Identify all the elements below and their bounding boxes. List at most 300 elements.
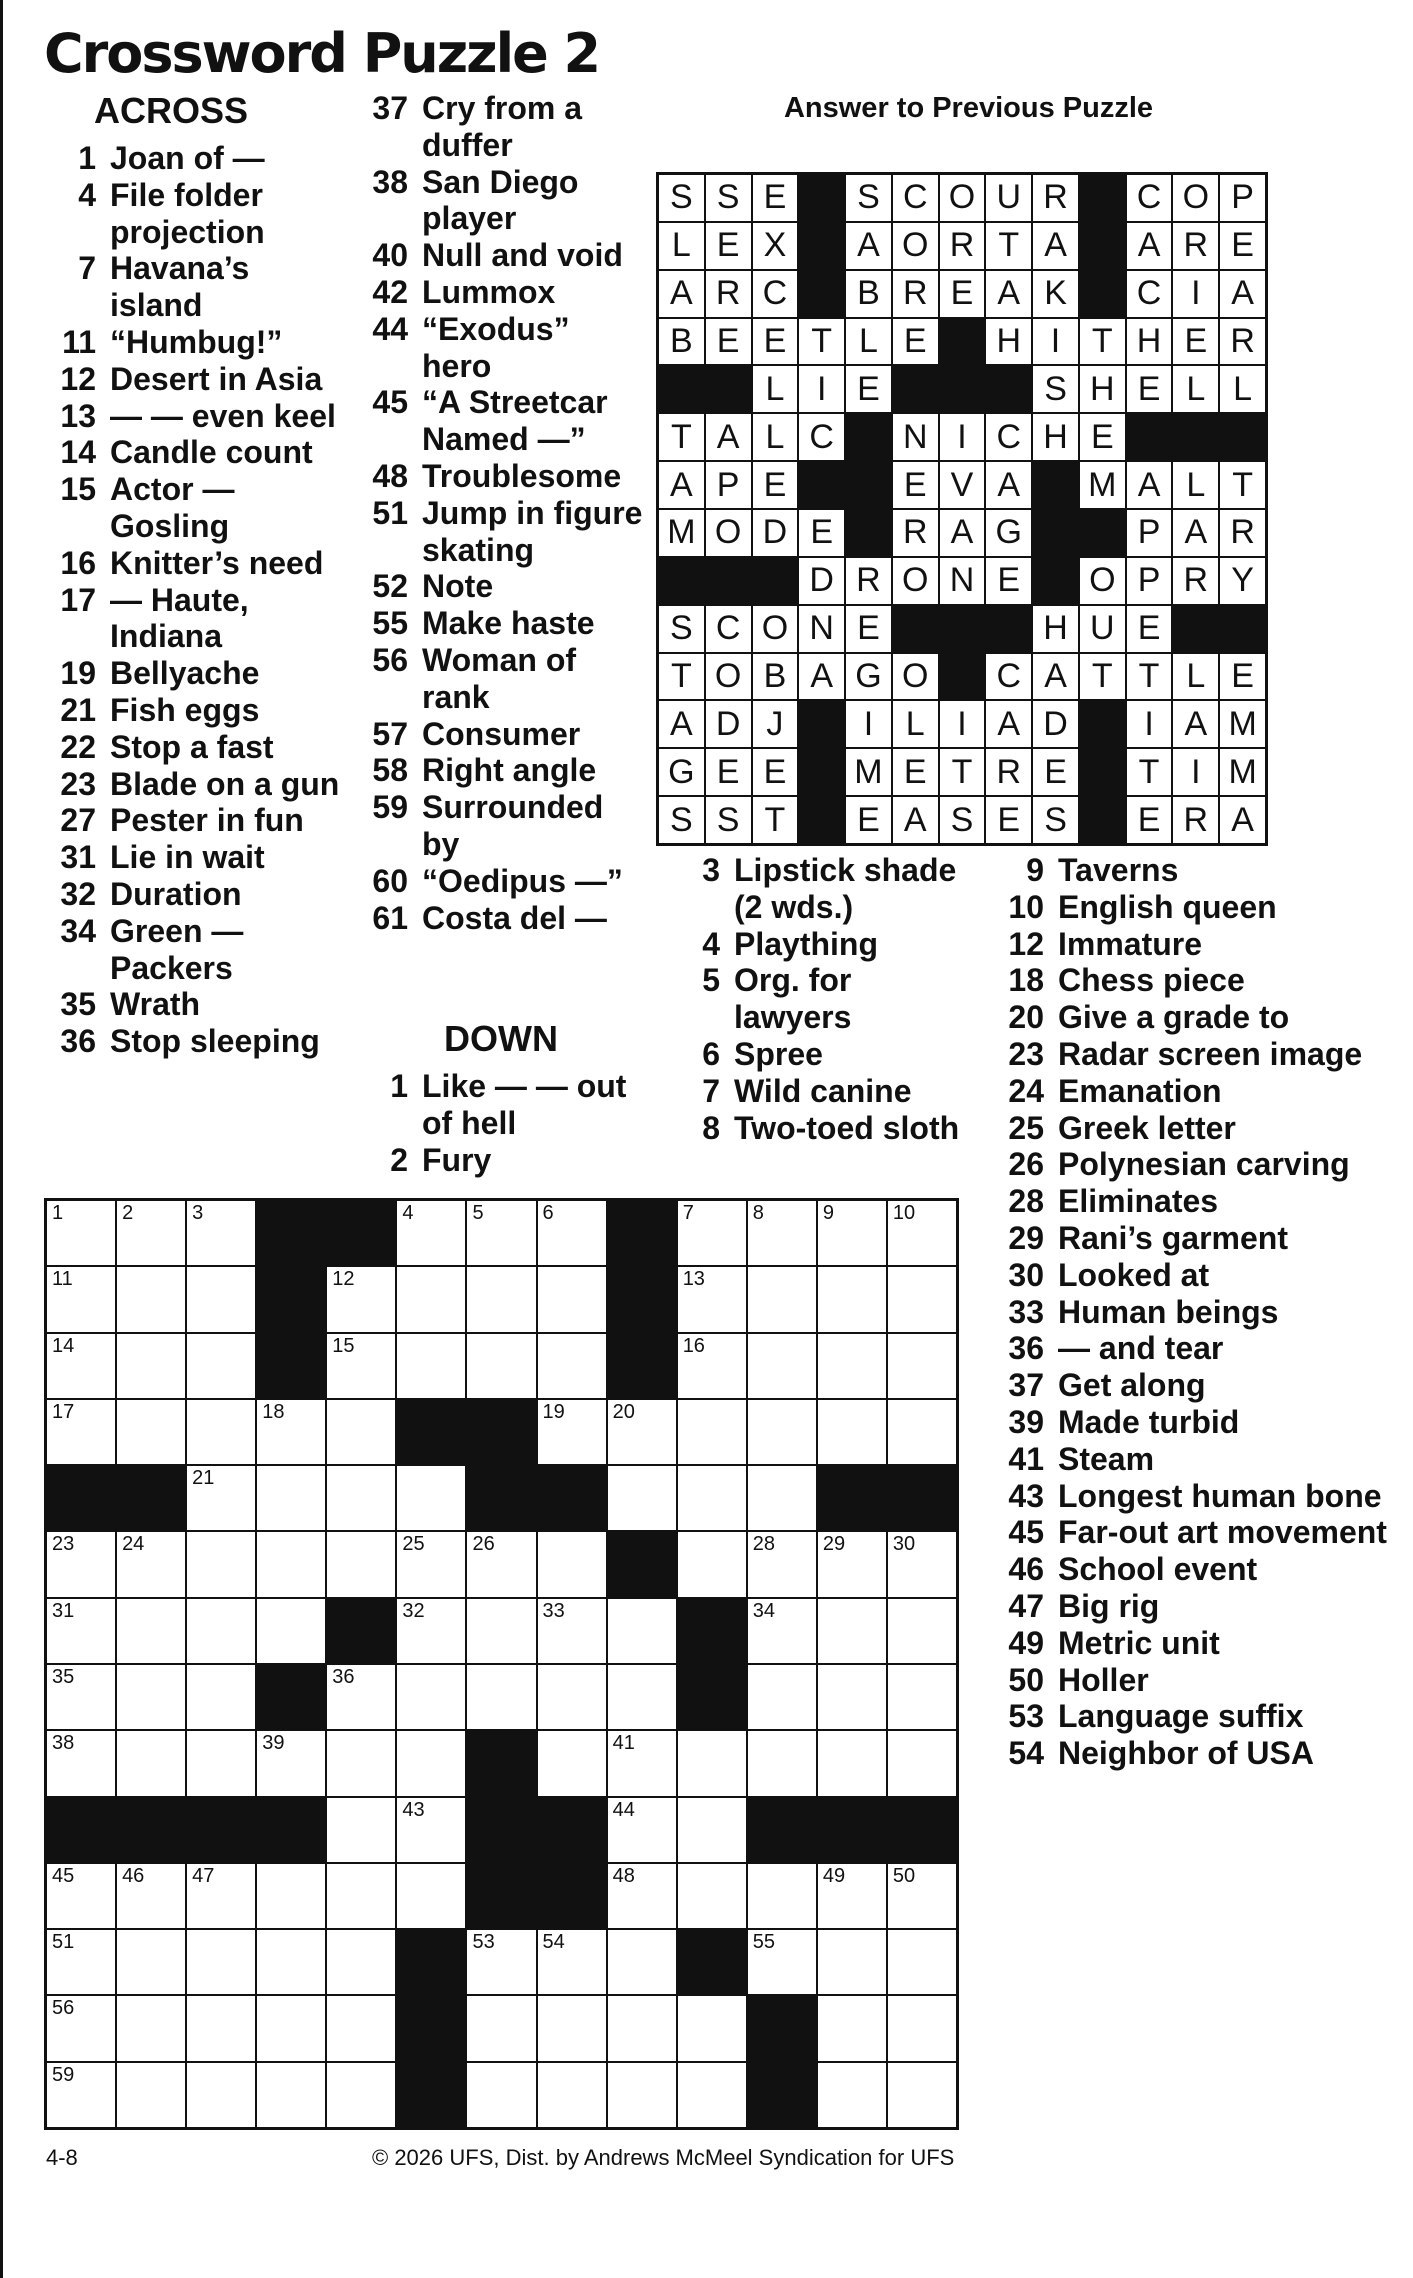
answer-letter-cell: O <box>893 223 938 269</box>
clue-text: Bellyache <box>110 655 260 692</box>
grid-cell[interactable] <box>748 1665 816 1729</box>
grid-cell[interactable] <box>257 1466 325 1530</box>
answer-black-square <box>893 606 938 652</box>
clue-text: Polynesian carving <box>1058 1146 1350 1183</box>
grid-cell[interactable] <box>678 1731 746 1795</box>
grid-cell[interactable] <box>47 1532 115 1596</box>
answer-black-square <box>893 366 938 412</box>
grid-cell[interactable] <box>117 1930 185 1994</box>
grid-cell[interactable] <box>608 1466 676 1530</box>
grid-cell[interactable] <box>397 1798 465 1862</box>
grid-cell[interactable] <box>187 1731 255 1795</box>
grid-cell[interactable] <box>117 1532 185 1596</box>
grid-cell[interactable] <box>187 1201 255 1265</box>
clue-number: 2 <box>390 1141 408 1178</box>
grid-cell[interactable] <box>47 1400 115 1464</box>
down-heading: DOWN <box>444 1018 558 1059</box>
across-clue <box>44 177 344 251</box>
grid-cell[interactable] <box>47 1267 115 1331</box>
down-clue <box>988 962 1408 999</box>
grid-cell[interactable] <box>397 1731 465 1795</box>
answer-letter-cell: G <box>659 749 704 795</box>
grid-cell[interactable] <box>327 1930 395 1994</box>
clue-number: 34 <box>60 912 96 949</box>
grid-cell[interactable] <box>608 1930 676 1994</box>
down-clue <box>988 1588 1408 1625</box>
grid-cell[interactable] <box>538 1267 606 1331</box>
grid-cell[interactable] <box>748 1400 816 1464</box>
across-clue <box>44 655 344 692</box>
grid-cell[interactable] <box>117 1334 185 1398</box>
grid-cell[interactable] <box>117 1864 185 1928</box>
clue-text: Costa del — <box>422 899 607 936</box>
grid-cell[interactable] <box>538 1400 606 1464</box>
grid-cell[interactable] <box>888 1864 956 1928</box>
grid-cell-number: 26 <box>472 1533 495 1556</box>
answer-letter-cell: L <box>893 701 938 747</box>
grid-cell[interactable] <box>888 1400 956 1464</box>
answer-letter-cell: M <box>1220 701 1265 747</box>
grid-cell-number: 8 <box>752 1202 764 1224</box>
answer-letter-cell: A <box>1033 223 1078 269</box>
previous-answer-grid <box>656 172 1268 846</box>
grid-cell[interactable] <box>47 1599 115 1663</box>
grid-black-square <box>678 1665 746 1729</box>
across-clue <box>44 839 344 876</box>
clue-text: Big rig <box>1058 1587 1160 1624</box>
grid-cell[interactable] <box>327 1864 395 1928</box>
grid-cell[interactable] <box>748 1930 816 1994</box>
answer-letter-cell: O <box>706 510 751 556</box>
clue-number: 44 <box>372 310 408 347</box>
grid-cell[interactable] <box>117 1665 185 1729</box>
grid-cell[interactable] <box>257 1532 325 1596</box>
grid-cell[interactable] <box>257 1930 325 1994</box>
answer-letter-cell: T <box>1080 654 1125 700</box>
grid-cell[interactable] <box>818 1864 886 1928</box>
grid-cell-number: 10 <box>892 1202 916 1224</box>
grid-black-square <box>748 1798 816 1862</box>
grid-cell[interactable] <box>327 1996 395 2060</box>
clue-number: 41 <box>1008 1440 1044 1477</box>
answer-black-square <box>799 175 844 221</box>
grid-cell[interactable] <box>467 2063 535 2127</box>
clue-text: Wrath <box>110 986 201 1023</box>
answer-letter-cell: A <box>1127 462 1172 508</box>
grid-cell[interactable] <box>187 1996 255 2060</box>
clue-text: Chess piece <box>1058 962 1245 999</box>
grid-cell[interactable] <box>117 1599 185 1663</box>
grid-cell[interactable] <box>608 1864 676 1928</box>
grid-cell[interactable] <box>748 1864 816 1928</box>
grid-cell[interactable] <box>257 1400 325 1464</box>
answer-letter-cell: A <box>893 797 938 843</box>
grid-cell[interactable] <box>327 1267 395 1331</box>
grid-cell[interactable] <box>678 1267 746 1331</box>
grid-cell-number: 29 <box>822 1533 846 1556</box>
answer-letter-cell: I <box>1173 271 1218 317</box>
clue-number: 43 <box>1008 1477 1044 1514</box>
grid-cell[interactable] <box>257 1996 325 2060</box>
grid-cell[interactable] <box>187 1532 255 1596</box>
grid-cell[interactable] <box>538 1599 606 1663</box>
grid-cell[interactable] <box>117 2063 185 2127</box>
answer-letter-cell: G <box>986 510 1031 556</box>
grid-cell[interactable] <box>327 1400 395 1464</box>
grid-cell[interactable] <box>538 1334 606 1398</box>
grid-cell[interactable] <box>257 2063 325 2127</box>
grid-cell[interactable] <box>748 1599 816 1663</box>
clue-number: 14 <box>60 434 96 471</box>
grid-cell[interactable] <box>117 1731 185 1795</box>
grid-cell[interactable] <box>257 1731 325 1795</box>
grid-cell[interactable] <box>47 1665 115 1729</box>
grid-cell[interactable] <box>467 1267 535 1331</box>
across-clue <box>356 716 646 753</box>
grid-cell[interactable] <box>888 1532 956 1596</box>
grid-cell[interactable] <box>187 1930 255 1994</box>
clue-number: 39 <box>1008 1403 1044 1440</box>
grid-cell[interactable] <box>748 1731 816 1795</box>
grid-cell[interactable] <box>608 1599 676 1663</box>
clue-text: Rani’s garment <box>1058 1219 1288 1256</box>
grid-cell-number: 31 <box>52 1599 75 1622</box>
grid-cell[interactable] <box>818 2063 886 2127</box>
clue-number: 3 <box>702 852 720 888</box>
grid-cell[interactable] <box>47 1930 115 1994</box>
grid-cell[interactable] <box>888 1599 956 1663</box>
answer-letter-cell: O <box>940 175 985 221</box>
grid-cell[interactable] <box>748 1334 816 1398</box>
answer-letter-cell: S <box>1033 366 1078 412</box>
grid-cell[interactable] <box>538 1996 606 2060</box>
answer-black-square <box>940 606 985 652</box>
clue-text: — — even keel <box>110 397 336 434</box>
down-clue <box>668 962 968 1036</box>
grid-cell[interactable] <box>187 1334 255 1398</box>
clue-text: “Exodus” hero <box>422 310 570 384</box>
grid-cell-number: 25 <box>402 1533 425 1556</box>
answer-letter-cell: E <box>986 558 1031 604</box>
answer-letter-cell: A <box>659 701 704 747</box>
down-clue <box>988 1257 1408 1294</box>
grid-cell[interactable] <box>187 1665 255 1729</box>
down-clue <box>988 889 1408 926</box>
grid-cell[interactable] <box>608 1665 676 1729</box>
clue-text: Get along <box>1058 1367 1206 1404</box>
answer-black-square <box>846 462 891 508</box>
across-clue <box>356 495 646 569</box>
answer-letter-cell: T <box>659 414 704 460</box>
answer-letter-cell: S <box>706 797 751 843</box>
answer-black-square <box>1033 462 1078 508</box>
grid-cell[interactable] <box>748 1532 816 1596</box>
answer-black-square <box>1033 510 1078 556</box>
clue-text: “Oedipus —” <box>422 862 623 899</box>
footer-code: 4-8 <box>46 2145 78 2170</box>
grid-cell-number: 19 <box>542 1400 565 1423</box>
answer-letter-cell: U <box>986 175 1031 221</box>
grid-cell[interactable] <box>467 1665 535 1729</box>
grid-cell[interactable] <box>818 1930 886 1994</box>
grid-cell[interactable] <box>397 1864 465 1928</box>
grid-cell[interactable] <box>397 1532 465 1596</box>
across-clue <box>356 384 646 458</box>
grid-cell[interactable] <box>888 1996 956 2060</box>
answer-letter-cell: R <box>940 223 985 269</box>
grid-cell[interactable] <box>467 1532 535 1596</box>
answer-letter-cell: T <box>940 749 985 795</box>
grid-cell[interactable] <box>257 1864 325 1928</box>
answer-letter-cell: A <box>706 414 751 460</box>
grid-black-square <box>257 1665 325 1729</box>
answer-letter-cell: B <box>846 271 891 317</box>
grid-cell[interactable] <box>397 1334 465 1398</box>
grid-cell[interactable] <box>397 1201 465 1265</box>
grid-cell[interactable] <box>397 1267 465 1331</box>
grid-cell[interactable] <box>397 1599 465 1663</box>
answer-letter-cell: K <box>1033 271 1078 317</box>
clue-text: Made turbid <box>1058 1403 1240 1440</box>
down-clue <box>988 852 1408 889</box>
down-clue <box>668 1110 968 1147</box>
grid-cell-number: 28 <box>752 1533 776 1556</box>
answer-black-square <box>1080 510 1125 556</box>
grid-cell-number: 23 <box>52 1533 75 1556</box>
grid-cell[interactable] <box>538 1930 606 1994</box>
grid-cell[interactable] <box>187 1599 255 1663</box>
grid-cell[interactable] <box>467 1930 535 1994</box>
grid-cell[interactable] <box>818 1599 886 1663</box>
grid-cell[interactable] <box>608 1400 676 1464</box>
answer-letter-cell: E <box>753 175 798 221</box>
grid-cell[interactable] <box>117 1267 185 1331</box>
answer-letter-cell: A <box>940 510 985 556</box>
grid-cell[interactable] <box>888 1334 956 1398</box>
grid-cell[interactable] <box>327 1731 395 1795</box>
down-clue <box>988 1662 1408 1699</box>
grid-cell[interactable] <box>327 1665 395 1729</box>
grid-cell[interactable] <box>608 2063 676 2127</box>
grid-cell[interactable] <box>888 1665 956 1729</box>
grid-cell-number: 44 <box>612 1798 635 1821</box>
grid-cell[interactable] <box>678 1798 746 1862</box>
grid-cell[interactable] <box>538 1665 606 1729</box>
answer-letter-cell: E <box>846 366 891 412</box>
grid-cell[interactable] <box>678 1466 746 1530</box>
grid-cell[interactable] <box>117 1996 185 2060</box>
clue-text: Consumer <box>422 715 581 752</box>
answer-letter-cell: S <box>659 175 704 221</box>
grid-cell[interactable] <box>678 2063 746 2127</box>
grid-cell[interactable] <box>888 1201 956 1265</box>
clue-text: Lipstick shade (2 wds.) <box>734 852 957 925</box>
answer-letter-cell: R <box>893 510 938 556</box>
grid-cell[interactable] <box>538 1532 606 1596</box>
grid-cell[interactable] <box>678 1334 746 1398</box>
across-clue <box>356 642 646 716</box>
grid-cell[interactable] <box>678 1400 746 1464</box>
grid-cell[interactable] <box>327 1466 395 1530</box>
across-clue <box>356 863 646 900</box>
grid-cell[interactable] <box>888 1930 956 1994</box>
clue-number: 4 <box>702 925 720 962</box>
grid-cell-number: 51 <box>52 1931 75 1954</box>
clue-text: Jump in figure skating <box>422 494 643 568</box>
grid-cell[interactable] <box>818 1201 886 1265</box>
grid-cell[interactable] <box>257 1599 325 1663</box>
grid-cell[interactable] <box>467 1599 535 1663</box>
answer-letter-cell: A <box>1220 797 1265 843</box>
clue-text: Wild canine <box>734 1072 912 1109</box>
grid-cell[interactable] <box>397 1466 465 1530</box>
clue-text: “Humbug!” <box>110 323 283 360</box>
grid-cell[interactable] <box>818 1996 886 2060</box>
grid-cell[interactable] <box>47 1996 115 2060</box>
clue-number: 17 <box>60 581 96 618</box>
grid-cell[interactable] <box>748 1466 816 1530</box>
answer-letter-cell: E <box>1220 654 1265 700</box>
clue-text: Immature <box>1058 925 1203 962</box>
answer-letter-cell: S <box>659 606 704 652</box>
grid-cell-number: 32 <box>402 1599 425 1622</box>
grid-cell[interactable] <box>888 1731 956 1795</box>
answer-letter-cell: H <box>1033 414 1078 460</box>
grid-cell[interactable] <box>187 2063 255 2127</box>
grid-black-square <box>257 1798 325 1862</box>
clue-text: “A Streetcar Named —” <box>422 384 608 458</box>
answer-letter-cell: E <box>1033 749 1078 795</box>
clue-text: Holler <box>1058 1661 1149 1698</box>
grid-cell[interactable] <box>608 1798 676 1862</box>
grid-cell[interactable] <box>397 1665 465 1729</box>
grid-cell[interactable] <box>608 1731 676 1795</box>
grid-cell[interactable] <box>818 1731 886 1795</box>
grid-cell[interactable] <box>187 1864 255 1928</box>
answer-black-square <box>940 319 985 365</box>
answer-black-square <box>799 223 844 269</box>
grid-cell-number: 30 <box>892 1533 916 1556</box>
grid-cell[interactable] <box>818 1334 886 1398</box>
grid-black-square <box>327 1599 395 1663</box>
grid-cell[interactable] <box>187 1400 255 1464</box>
answer-letter-cell: E <box>986 797 1031 843</box>
clue-number: 7 <box>78 250 96 287</box>
grid-cell[interactable] <box>47 2063 115 2127</box>
clue-number: 52 <box>372 568 408 605</box>
grid-cell[interactable] <box>187 1267 255 1331</box>
grid-cell[interactable] <box>47 1201 115 1265</box>
answer-letter-cell: P <box>1127 558 1172 604</box>
grid-cell[interactable] <box>818 1400 886 1464</box>
answer-black-square <box>753 558 798 604</box>
grid-cell[interactable] <box>888 2063 956 2127</box>
answer-letter-cell: D <box>1033 701 1078 747</box>
grid-black-square <box>467 1466 535 1530</box>
answer-letter-cell: E <box>1080 414 1125 460</box>
answer-letter-cell: T <box>1080 319 1125 365</box>
grid-cell[interactable] <box>47 1334 115 1398</box>
answer-letter-cell: P <box>706 462 751 508</box>
answer-letter-cell: O <box>706 654 751 700</box>
grid-cell[interactable] <box>467 1996 535 2060</box>
answer-letter-cell: O <box>753 606 798 652</box>
across-clue <box>44 361 344 398</box>
grid-cell[interactable] <box>608 1996 676 2060</box>
grid-black-square <box>397 1400 465 1464</box>
answer-letter-cell: L <box>753 414 798 460</box>
grid-cell-number: 18 <box>262 1400 285 1423</box>
answer-black-square <box>1080 749 1125 795</box>
grid-cell[interactable] <box>748 1267 816 1331</box>
grid-cell-number: 6 <box>542 1202 554 1224</box>
answer-black-square <box>846 510 891 556</box>
grid-cell[interactable] <box>117 1201 185 1265</box>
grid-cell[interactable] <box>327 1532 395 1596</box>
grid-cell[interactable] <box>327 2063 395 2127</box>
grid-cell-number: 33 <box>542 1599 565 1622</box>
grid-cell[interactable] <box>678 1864 746 1928</box>
grid-cell[interactable] <box>47 1864 115 1928</box>
grid-cell[interactable] <box>47 1731 115 1795</box>
clue-number: 38 <box>372 163 408 200</box>
grid-cell[interactable] <box>538 1201 606 1265</box>
grid-cell[interactable] <box>467 1201 535 1265</box>
answer-letter-cell: E <box>753 319 798 365</box>
grid-cell[interactable] <box>678 1996 746 2060</box>
grid-cell[interactable] <box>187 1466 255 1530</box>
grid-cell[interactable] <box>818 1267 886 1331</box>
grid-black-square <box>467 1798 535 1862</box>
answer-letter-cell: O <box>1080 558 1125 604</box>
grid-cell[interactable] <box>538 1731 606 1795</box>
across-clue <box>356 274 646 311</box>
answer-letter-cell: A <box>1220 271 1265 317</box>
clue-text: Steam <box>1058 1440 1155 1477</box>
grid-black-square <box>678 1930 746 1994</box>
grid-cell[interactable] <box>818 1665 886 1729</box>
grid-black-square <box>888 1798 956 1862</box>
clue-number: 36 <box>60 1023 96 1060</box>
clue-text: Neighbor of USA <box>1058 1735 1314 1772</box>
grid-cell[interactable] <box>467 1334 535 1398</box>
grid-cell[interactable] <box>888 1267 956 1331</box>
grid-cell[interactable] <box>327 1798 395 1862</box>
grid-cell[interactable] <box>678 1201 746 1265</box>
answer-black-square <box>1220 414 1265 460</box>
clue-number: 45 <box>1008 1514 1044 1551</box>
answer-letter-cell: R <box>1173 797 1218 843</box>
answer-black-square <box>1173 606 1218 652</box>
answer-letter-cell: A <box>1127 223 1172 269</box>
answer-letter-cell: S <box>659 797 704 843</box>
grid-cell[interactable] <box>748 1201 816 1265</box>
grid-black-square <box>818 1798 886 1862</box>
grid-cell[interactable] <box>538 2063 606 2127</box>
answer-letter-cell: M <box>1080 462 1125 508</box>
grid-cell[interactable] <box>818 1532 886 1596</box>
answer-black-square <box>1173 414 1218 460</box>
grid-black-square <box>467 1400 535 1464</box>
clue-number: 58 <box>372 752 408 789</box>
grid-cell-number: 16 <box>682 1334 705 1357</box>
clue-number: 13 <box>60 397 96 434</box>
grid-cell[interactable] <box>327 1334 395 1398</box>
grid-cell-number: 36 <box>332 1665 355 1688</box>
clue-text: — Haute, Indiana <box>110 581 249 655</box>
grid-cell[interactable] <box>117 1400 185 1464</box>
grid-cell[interactable] <box>678 1532 746 1596</box>
